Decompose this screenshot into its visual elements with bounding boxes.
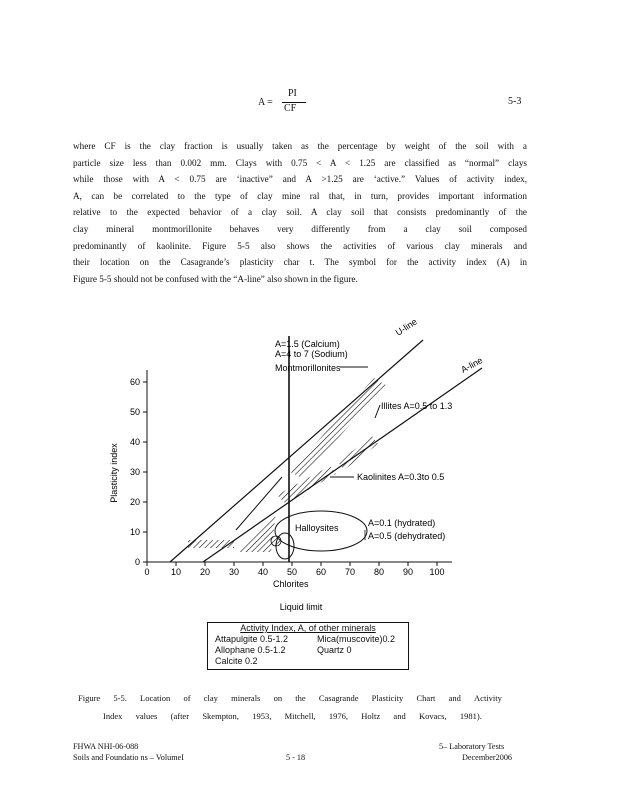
y-tick-label: 60 (129, 377, 140, 387)
paragraph-line: clay mineral montmorillonite behaves very differently from a clay soil composed (73, 223, 527, 234)
caption-word: and (448, 693, 461, 703)
x-tick-label: 80 (373, 567, 385, 577)
caption-word: 1976, (328, 711, 348, 721)
activity-index-table (207, 622, 409, 670)
caption-word: minerals (231, 693, 261, 703)
montmorillonite-zone (239, 512, 276, 552)
illite-label: Illites A=0.5 to 1.3 (381, 401, 453, 411)
figure-caption-line-2 (103, 711, 482, 723)
chlorite-marker (271, 536, 281, 546)
a-line-label: A-line (459, 355, 485, 375)
y-tick-label: 30 (129, 467, 140, 477)
paragraph-line: relative to the expected behavior of a clay soil. A clay soil that consists predominantly of the (73, 207, 527, 218)
u-line-label: U-line (393, 316, 419, 338)
footer-left-2: Soils and Foundatio ns – VolumeI (73, 753, 184, 762)
paragraph-line: A, can be correlated to the type of clay mine ral that, in turn, provides important information (73, 190, 527, 201)
equation-denominator: CF (284, 103, 297, 114)
x-tick-label: 100 (429, 567, 445, 577)
kaolinite-label: Kaolinites A=0.3to 0.5 (357, 472, 445, 482)
paragraph-line: Figure 5-5 should not be confused with the “A-line” also shown in the figure. (73, 273, 358, 284)
caption-word: the (295, 693, 306, 703)
caption-word: on (273, 693, 283, 703)
caption-word: values (135, 711, 158, 721)
x-tick-label: 70 (344, 567, 356, 577)
halloysite-label: Halloysites (295, 523, 339, 533)
y-tick-label: 50 (129, 407, 140, 417)
halloysite-dehydrated-label: A=0.5 (dehydrated) (368, 531, 446, 541)
page-number: 5 - 18 (286, 753, 306, 762)
caption-word: 1953, (252, 711, 272, 721)
table-row: Attapulgite 0.5-1.2 Mica(muscovite)0.2 (215, 634, 396, 644)
paragraph-line: where CF is the clay fraction is usually taken as the percentage by weight of the soil with a (73, 141, 527, 151)
x-tick-label: 90 (402, 567, 414, 577)
equation-number: 5-3 (508, 96, 522, 107)
x-tick-label: 40 (257, 567, 269, 577)
caption-word: Index (103, 711, 123, 721)
caption-word: Holtz (361, 711, 381, 721)
montmorillonite-label-2: A=4 to 7 (Sodium) (275, 349, 348, 359)
paragraph-line: while those with A < 0.75 are ‘inactive” and A >1.25 are ‘active.” Values of activity index, (73, 174, 527, 185)
caption-word: of (183, 693, 191, 703)
caption-word: Casagrande (318, 693, 359, 703)
caption-word: Plasticity (371, 693, 404, 703)
y-tick-label: 0 (134, 557, 140, 567)
equation-numerator: PI (288, 88, 297, 99)
x-tick-label: 60 (315, 567, 327, 577)
y-tick-label: 10 (129, 527, 140, 537)
x-tick-label: 30 (228, 567, 240, 577)
x-tick-label: 20 (199, 567, 211, 577)
kaolinite-zone (188, 540, 234, 548)
caption-word: and (393, 711, 406, 721)
table-row: Allophane 0.5-1.2 Quartz 0 (215, 645, 352, 655)
halloysite-hydrated-label: A=0.1 (hydrated) (368, 518, 436, 528)
footer-right-2: December2006 (462, 753, 513, 762)
illite-zone (338, 436, 378, 470)
equation-lhs: A = (258, 97, 273, 108)
caption-word: 1981). (459, 711, 482, 721)
illite-leader (375, 405, 380, 418)
caption-word: clay (203, 693, 218, 703)
caption-word: 5-5. (113, 693, 127, 703)
footer-right-1: 5– Laboratory Tests (439, 742, 505, 751)
caption-word: Location (140, 693, 171, 703)
footer-left-1: FHWA NHI-06-088 (73, 742, 139, 751)
caption-word: Kovacs, (418, 711, 447, 721)
y-tick-label: 20 (129, 497, 140, 507)
figure-caption-line-1 (78, 693, 502, 705)
caption-word: Figure (78, 693, 101, 703)
paragraph-line: predominantly of kaolinite. Figure 5-5 also shows the activities of various clay minerals and (73, 240, 527, 251)
x-axis-label: Liquid limit (279, 602, 323, 612)
montmorillonite-zone (290, 378, 386, 478)
caption-word: Activity (474, 693, 502, 703)
y-axis-label: Plasticity index (109, 443, 119, 503)
table-row: Calcite 0.2 (215, 656, 258, 666)
caption-word: Mitchell, (284, 711, 316, 721)
caption-word: (after (170, 711, 190, 721)
caption-word: Skempton, (202, 711, 239, 721)
x-tick-label: 0 (144, 567, 150, 577)
activity-table-title: Activity Index, A, of other minerals (240, 623, 376, 633)
caption-word: Chart (416, 693, 436, 703)
montmorillonite-label-1: A=1.5 (Calcium) (275, 339, 340, 349)
paragraph-line: their location on the Casagrande’s plasticity char t. The symbol for the activity index (A) in (73, 257, 527, 268)
zone-boundary (236, 477, 282, 530)
x-tick-label: 50 (286, 567, 298, 577)
x-tick-label: 10 (170, 567, 182, 577)
y-tick-label: 40 (129, 437, 140, 447)
paragraph-line: particle size less than 0.002 mm. Clays with 0.75 < A < 1.25 are classified as “normal” clays (73, 157, 527, 168)
chlorite-label: Chlorites (273, 579, 309, 589)
montmorillonite-label-3: Montmorillonites (275, 363, 341, 373)
